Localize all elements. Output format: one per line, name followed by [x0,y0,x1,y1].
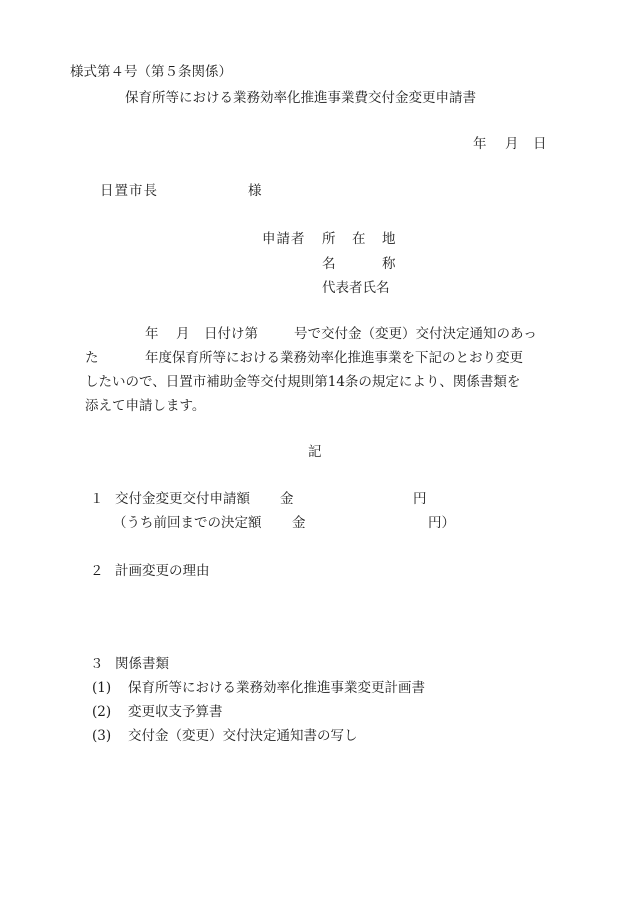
item2-label: 計画変更の理由 [115,563,210,579]
address-label-3: 地 [382,231,396,247]
item1-label: 交付金変更交付申請額 [115,491,250,507]
doc-2-number: (2) [92,704,112,720]
doc-3-text: 交付金（変更）交付決定通知書の写し [128,728,358,744]
body-line2-text: 年度保育所等における業務効率化推進事業を下記のとおり変更 [145,350,523,366]
doc-1-text: 保育所等における業務効率化推進事業変更計画書 [128,680,425,696]
name-label-2: 称 [382,256,396,272]
doc-2-text: 変更収支予算書 [128,704,223,720]
body-month: 月 [176,326,190,342]
item1-sub-label: （うち前回までの決定額 [113,515,262,531]
body-line2-start: た [85,350,99,366]
address-label-1: 所 [322,231,336,247]
form-title: 保育所等における業務効率化推進事業費交付金変更申請書 [125,90,476,106]
body-line4: 添えて申請します。 [85,398,206,414]
date-day: 日 [533,136,547,152]
applicant-label: 申請者 [262,231,306,247]
body-line1-text: 号で交付金（変更）交付決定通知のあっ [294,326,537,342]
item1-currency: 金 [280,491,294,507]
item3-number: ３ [90,656,104,672]
addressee-honorific: 様 [248,183,262,199]
item3-label: 関係書類 [115,656,169,672]
form-number: 様式第４号（第５条関係） [70,64,232,80]
body-day-label: 日付け第 [204,326,258,342]
body-year: 年 [145,326,159,342]
item1-sub-currency: 金 [292,515,306,531]
ki-heading: 記 [308,444,322,460]
date-month: 月 [505,136,519,152]
item1-sub-unit: 円） [428,515,455,531]
item1-number: １ [90,491,104,507]
doc-1-number: (1) [92,680,112,696]
item1-unit: 円 [413,491,427,507]
addressee-name: 日置市長 [100,183,158,199]
item2-number: ２ [90,563,104,579]
representative-label: 代表者氏名 [322,280,390,296]
doc-3-number: (3) [92,728,112,744]
name-label-1: 名 [322,256,336,272]
body-line3: したいので、日置市補助金等交付規則第14条の規定により、関係書類を [85,374,521,390]
address-label-2: 在 [352,231,366,247]
date-year: 年 [473,136,487,152]
